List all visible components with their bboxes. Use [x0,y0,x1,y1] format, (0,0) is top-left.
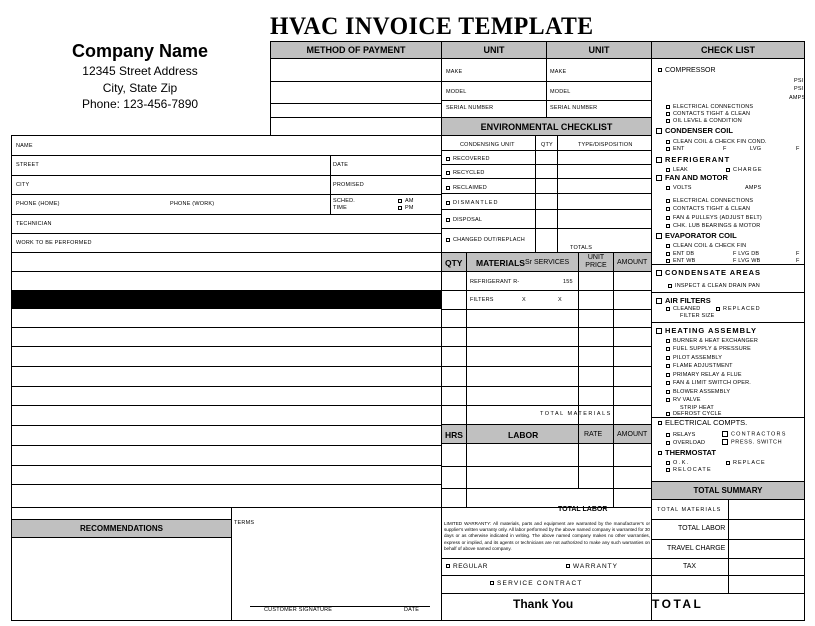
env-recovered: RECOVERED [453,156,490,162]
contacts2-checkbox[interactable] [666,207,670,211]
ent-db-label: ENT DB [673,251,695,257]
thermostat-label: THERMOSTAT [665,448,716,457]
env-condensing-unit: CONDENSING UNIT [460,142,515,148]
warranty-checkbox[interactable] [566,564,570,568]
fan-amps: AMPS [745,185,762,191]
unit2-serial: SERIAL NUMBER [550,105,598,111]
summary-total-materials: TOTAL MATERIALS [657,507,722,513]
charge-checkbox[interactable] [726,168,730,172]
overload-checkbox[interactable] [666,441,670,445]
env-recycled: RECYCLED [453,170,485,176]
warranty-text: LIMITED WARRANTY: All materials, parts and equipment are warranted by the manufacturer's or supplier's written warranty only. All labor performed by the above named company is warranted for 30 days or as otherwise indicated in writing. The above named company makes no other warranties, express or implied, and its agents or technicians are not authorized to make any such warranties on behalf of above named company. [444,521,650,551]
leak-label: LEAK [673,167,688,173]
regular-checkbox[interactable] [446,564,450,568]
press-switch-label: PRESS. SWITCH [731,439,783,446]
replaced-label: REPLACED [723,306,761,312]
customer-street: STREET [16,162,39,168]
service-contract-checkbox[interactable] [490,581,494,585]
contacts-label: CONTACTS TIGHT & CLEAN [673,111,751,117]
strip-heat-label: STRIP HEAT [680,405,714,411]
company-address: 12345 Street Address [82,64,198,78]
description-header: DESCRIPTION OF WORK [172,294,281,305]
air-filters-checkbox[interactable] [656,298,662,304]
lvg-wb-f: F [796,258,800,264]
disposal-checkbox[interactable] [446,218,450,222]
refrigerant-lbs: 155 [563,279,573,285]
flame-label: FLAME ADJUSTMENT [673,363,733,369]
evap-coil-label: EVAPORATOR COIL [665,231,737,240]
service-contract-label: SERVICE CONTRACT [497,580,583,587]
customer-technician: TECHNICIAN [16,221,52,227]
elec-conn2-label: ELECTRICAL CONNECTIONS [673,198,754,204]
customer-date: DATE [333,162,349,168]
air-filters-label: AIR FILTERS [665,296,711,305]
charge-label: CHARGE [733,167,763,173]
relocate-label: RELOCATE [673,467,712,473]
recycled-checkbox[interactable] [446,171,450,175]
press-switch-checkbox[interactable] [722,439,728,445]
env-type: TYPE/DISPOSITION [578,142,633,148]
pilot-checkbox[interactable] [666,356,670,360]
materials-amount-header: AMOUNT [617,259,648,266]
blower-label: BLOWER ASSEMBLY [673,389,731,395]
flame-checkbox[interactable] [666,364,670,368]
clean-coil2-checkbox[interactable] [666,244,670,248]
primary-label: PRIMARY RELAY & FLUE [673,372,742,378]
fuel-checkbox[interactable] [666,347,670,351]
ok-checkbox[interactable] [666,461,670,465]
overload-label: OVERLOAD [673,440,706,446]
warranty-label: WARRANTY [573,563,618,570]
total-summary-header: TOTAL SUMMARY [651,481,805,500]
unit2-model: MODEL [550,89,571,95]
company-phone: Phone: 123-456-7890 [81,97,199,111]
primary-checkbox[interactable] [666,373,670,377]
labor-hrs-header: HRS [445,430,463,440]
am-checkbox[interactable] [398,199,402,203]
oil-bearings-checkbox[interactable] [666,224,670,228]
customer-pm: PM [405,205,414,211]
customer-phone-home: PHONE (HOME) [16,201,60,207]
method-of-payment-area[interactable] [270,58,442,136]
env-qty: QTY [541,142,553,148]
summary-total-labor: TOTAL LABOR [678,525,726,532]
thermostat-checkbox[interactable] [658,451,662,455]
oil-bearings-label: CHK. LUB BEARINGS & MOTOR [673,223,761,229]
customer-phone-work: PHONE (WORK) [170,201,215,207]
compressor-psi1: PSI [794,78,804,84]
leak-checkbox[interactable] [666,168,670,172]
condensate-label: CONDENSATE AREAS [665,268,762,277]
terms-area[interactable] [231,507,442,621]
unit1-serial: SERIAL NUMBER [446,105,494,111]
filters-x2: X [558,297,562,303]
blower-checkbox[interactable] [666,390,670,394]
recovered-checkbox[interactable] [446,157,450,161]
unit-price-header: UNIT PRICE [585,254,607,269]
defrost-checkbox[interactable] [666,412,670,416]
relays-label: RELAYS [673,432,696,438]
compressor-checkbox[interactable] [658,68,662,72]
clean-coil-checkbox[interactable] [666,140,670,144]
total-materials-label: TOTAL MATERIALS [540,411,612,417]
terms-label: TERMS [234,520,255,526]
labor-header: LABOR [508,430,539,440]
contacts2-label: CONTACTS TIGHT & CLEAN [673,206,751,212]
lvg-db-f: F [796,251,800,257]
volts-checkbox[interactable] [666,186,670,190]
unit2-make: MAKE [550,69,567,75]
unit-header-1: UNIT [441,41,547,59]
lvg-label: LVG [750,146,762,152]
env-totals: TOTALS [570,245,593,251]
lvg-f: F [796,146,800,152]
labor-rate-header: RATE [584,431,603,438]
burner-label: BURNER & HEAT EXCHANGER [673,338,759,344]
env-disposal: DISPOSAL [453,217,483,223]
rv-valve-checkbox[interactable] [666,398,670,402]
materials-area[interactable] [441,271,652,425]
cleaned-label: CLEANED [673,306,701,312]
signature-date-label: DATE [404,607,420,613]
summary-travel: TRAVEL CHARGE [667,545,726,552]
check-list-header: CHECK LIST [651,41,805,59]
ent-db-checkbox[interactable] [666,252,670,256]
dismantled-checkbox[interactable] [446,201,450,205]
customer-city: CITY [16,182,30,188]
services-header: Sr SERVICES [525,259,570,266]
inspect-checkbox[interactable] [668,284,672,288]
ent-db-f: F LVG DB [733,251,760,257]
rv-valve-label: RV VALVE [673,397,701,403]
labor-amount-header: AMOUNT [617,431,648,438]
filters-x1: X [522,297,526,303]
oil-level-label: OIL LEVEL & CONDITION [673,118,742,124]
inspect-label: INSPECT & CLEAN DRAIN PAN [675,283,760,289]
labor-area[interactable] [441,443,652,508]
materials-qty-header: QTY [445,258,463,268]
relays-checkbox[interactable] [666,433,670,437]
replace-checkbox[interactable] [726,461,730,465]
ent-checkbox[interactable] [666,147,670,151]
changed-out-checkbox[interactable] [446,238,450,242]
ent-label: ENT [673,146,685,152]
ent-wb-checkbox[interactable] [666,259,670,263]
ent-wb-f: F LVG WB [733,258,761,264]
customer-time: TIME [333,205,347,211]
summary-total: TOTAL [652,597,704,611]
elec-compts-checkbox[interactable] [658,421,662,425]
company-name: Company Name [71,41,209,61]
compressor-psi2: PSI [794,86,804,92]
elec-conn-label: ELECTRICAL CONNECTIONS [673,104,754,110]
fan-motor-label: FAN AND MOTOR [665,173,728,182]
ent-f: F [723,146,727,152]
condenser-coil-label: CONDENSER COIL [665,126,733,135]
contractors-checkbox[interactable] [722,431,728,437]
pilot-label: PILOT ASSEMBLY [673,355,723,361]
env-checklist-area[interactable] [441,135,652,253]
clean-coil2-label: CLEAN COIL & CHECK FIN [673,243,747,249]
company-city: City, State Zip [102,81,178,95]
replace-label: REPLACE [733,460,766,466]
filters-label: FILTERS [470,297,494,303]
oil-level-checkbox[interactable] [666,119,670,123]
elec-conn2-checkbox[interactable] [666,199,670,203]
materials-header: MATERIALS [476,258,525,268]
compressor-amps: AMPS [789,95,806,101]
fan-pulleys-checkbox[interactable] [666,216,670,220]
pm-checkbox[interactable] [398,206,402,210]
env-changed-out: CHANGED OUT/REPLACH [453,237,525,243]
reclaimed-checkbox[interactable] [446,186,450,190]
total-labor-label: TOTAL LABOR [558,506,608,513]
fan-motor-checkbox[interactable] [656,175,662,181]
customer-sched: SCHED. [333,198,355,204]
cleaned-checkbox[interactable] [666,307,670,311]
defrost-label: DEFROST CYCLE [673,411,722,417]
heating-checkbox[interactable] [656,328,662,334]
unit1-make: MAKE [446,69,463,75]
elec-conn-checkbox[interactable] [666,105,670,109]
customer-am: AM [405,198,414,204]
customer-signature-label: CUSTOMER SIGNATURE [264,607,333,613]
env-dismantled: DISMANTLED [453,200,499,206]
contacts-checkbox[interactable] [666,112,670,116]
method-of-payment-header: METHOD OF PAYMENT [270,41,442,59]
invoice-title: HVAC INVOICE TEMPLATE [270,13,594,40]
customer-name: NAME [16,143,33,149]
heating-label: HEATING ASSEMBLY [665,326,757,335]
unit1-model: MODEL [446,89,467,95]
filter-size-label: FILTER SIZE [680,313,715,319]
fan-limit-label: FAN & LIMIT SWITCH OPER. [673,380,752,386]
clean-coil-label: CLEAN COIL & CHECK FIN COND. [673,139,767,145]
condensate-checkbox[interactable] [656,270,662,276]
compressor-label: COMPRESSOR [665,67,716,74]
regular-label: REGULAR [453,563,488,570]
evap-coil-checkbox[interactable] [656,233,662,239]
customer-work: WORK TO BE PERFORMED [16,240,92,246]
ok-label: O.K. [673,460,691,466]
fan-pulleys-label: FAN & PULLEYS (ADJUST BELT) [673,215,762,221]
relocate-checkbox[interactable] [666,468,670,472]
thank-you: Thank You [513,597,574,611]
elec-compts-label: ELECTRICAL COMPTS. [665,418,748,427]
refrigerant-label: REFRIGERANT R- [470,279,520,285]
customer-promised: PROMISED [333,182,364,188]
refrigerant-checkbox[interactable] [656,157,662,163]
fuel-label: FUEL SUPPLY & PRESSURE [673,346,751,352]
contractors-label: CONTRACTORS [731,431,787,438]
fan-limit-checkbox[interactable] [666,381,670,385]
condenser-coil-checkbox[interactable] [656,128,662,134]
env-checklist-header: ENVIRONMENTAL CHECKLIST [441,117,652,136]
ent-wb-label: ENT WB [673,258,696,264]
replaced-checkbox[interactable] [716,307,720,311]
env-reclaimed: RECLAIMED [453,185,487,191]
burner-checkbox[interactable] [666,339,670,343]
refrigerant-check-label: REFRIGERANT [665,155,731,164]
recommendations-header: RECOMMENDATIONS [11,519,232,538]
volts-label: VOLTS [673,185,692,191]
unit-header-2: UNIT [546,41,652,59]
summary-tax: TAX [683,563,697,570]
